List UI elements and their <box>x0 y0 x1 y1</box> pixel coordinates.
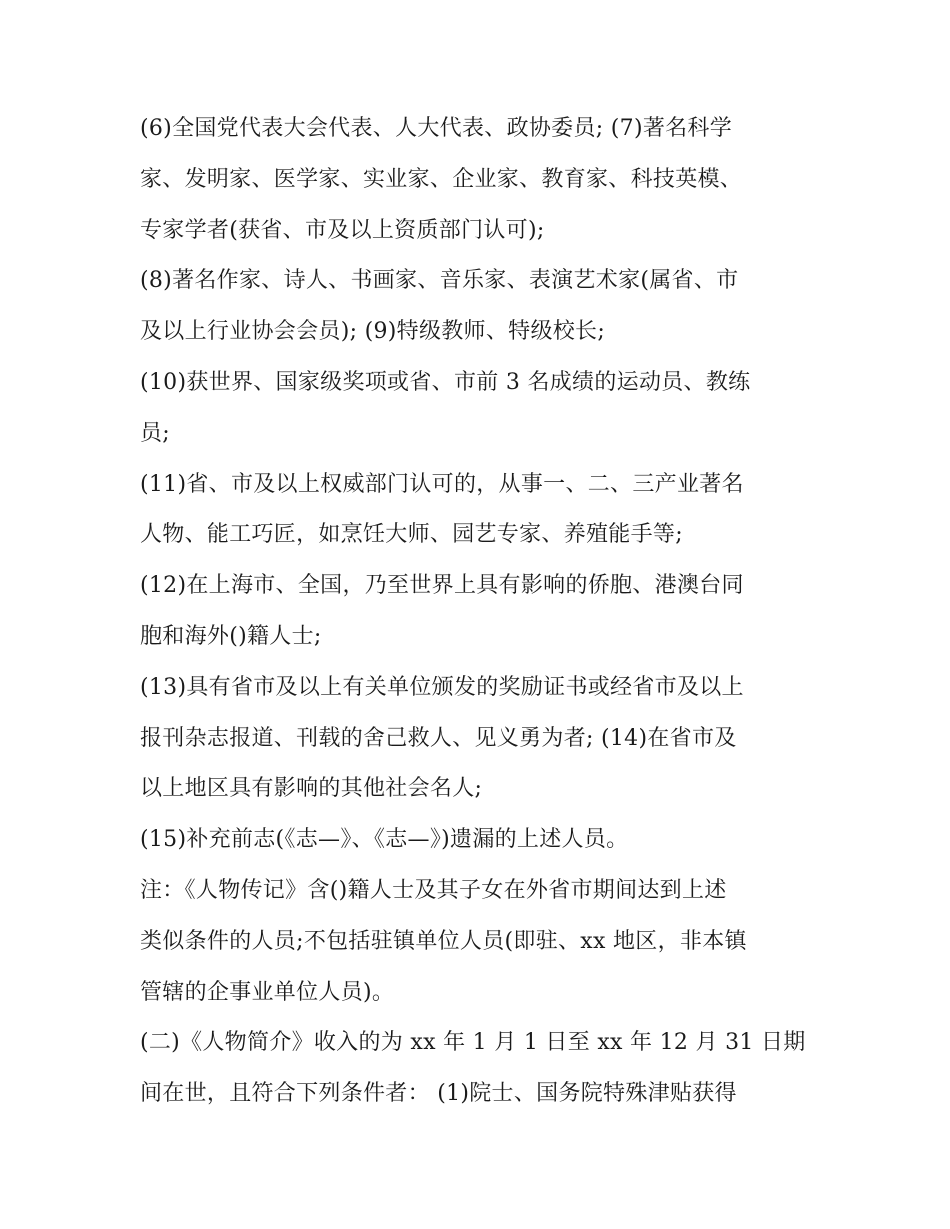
text-line: (6)全国党代表大会代表、人大代表、政协委员; (7)著名科学 <box>140 116 733 141</box>
document-body <box>140 104 812 1120</box>
text-line: 间在世，且符合下列条件者： (1)院士、国务院特殊津贴获得 <box>140 1081 737 1107</box>
text-line: 员; <box>140 420 171 446</box>
text-line: (10)获世界、国家级奖项或省、市前 3 名成绩的运动员、教练 <box>140 369 751 395</box>
text-line: 家、发明家、医学家、实业家、企业家、教育家、科技英模、 <box>140 166 743 192</box>
text-line: 及以上行业协会会员); (9)特级教师、特级校长; <box>140 319 606 345</box>
text-line: 专家学者(获省、市及以上资质部门认可); <box>140 217 545 243</box>
text-line: 胞和海外()籍人士; <box>140 623 322 649</box>
text-line: 管辖的企事业单位人员)。 <box>140 979 395 1005</box>
text-line: (8)著名作家、诗人、书画家、音乐家、表演艺术家(属省、市 <box>140 268 739 294</box>
text-line: (二)《人物简介》收入的为 xx 年 1 月 1 日至 xx 年 12 月 31 日期 <box>140 1030 806 1056</box>
text-line: (13)具有省市及以上有关单位颁发的奖励证书或经省市及以上 <box>140 674 744 700</box>
text-line: 报刊杂志报道、刊载的舍己救人、见义勇为者; (14)在省市及 <box>140 725 737 751</box>
text-line: (11)省、市及以上权威部门认可的，从事一、二、三产业著名 <box>140 471 744 497</box>
text-line: 人物、能工巧匠，如烹饪大师、园艺专家、养殖能手等; <box>140 522 683 548</box>
text-line: 注：《人物传记》含()籍人士及其子女在外省市期间达到上述 <box>140 877 727 903</box>
text-line: 以上地区具有影响的其他社会名人; <box>140 776 483 802</box>
text-line: 类似条件的人员;不包括驻镇单位人员(即驻、xx 地区，非本镇 <box>140 928 747 954</box>
text-line: (12)在上海市、全国，乃至世界上具有影响的侨胞、港澳台同 <box>140 573 744 599</box>
text-line: (15)补充前志(《志—》、《志—》)遗漏的上述人员。 <box>140 827 629 853</box>
